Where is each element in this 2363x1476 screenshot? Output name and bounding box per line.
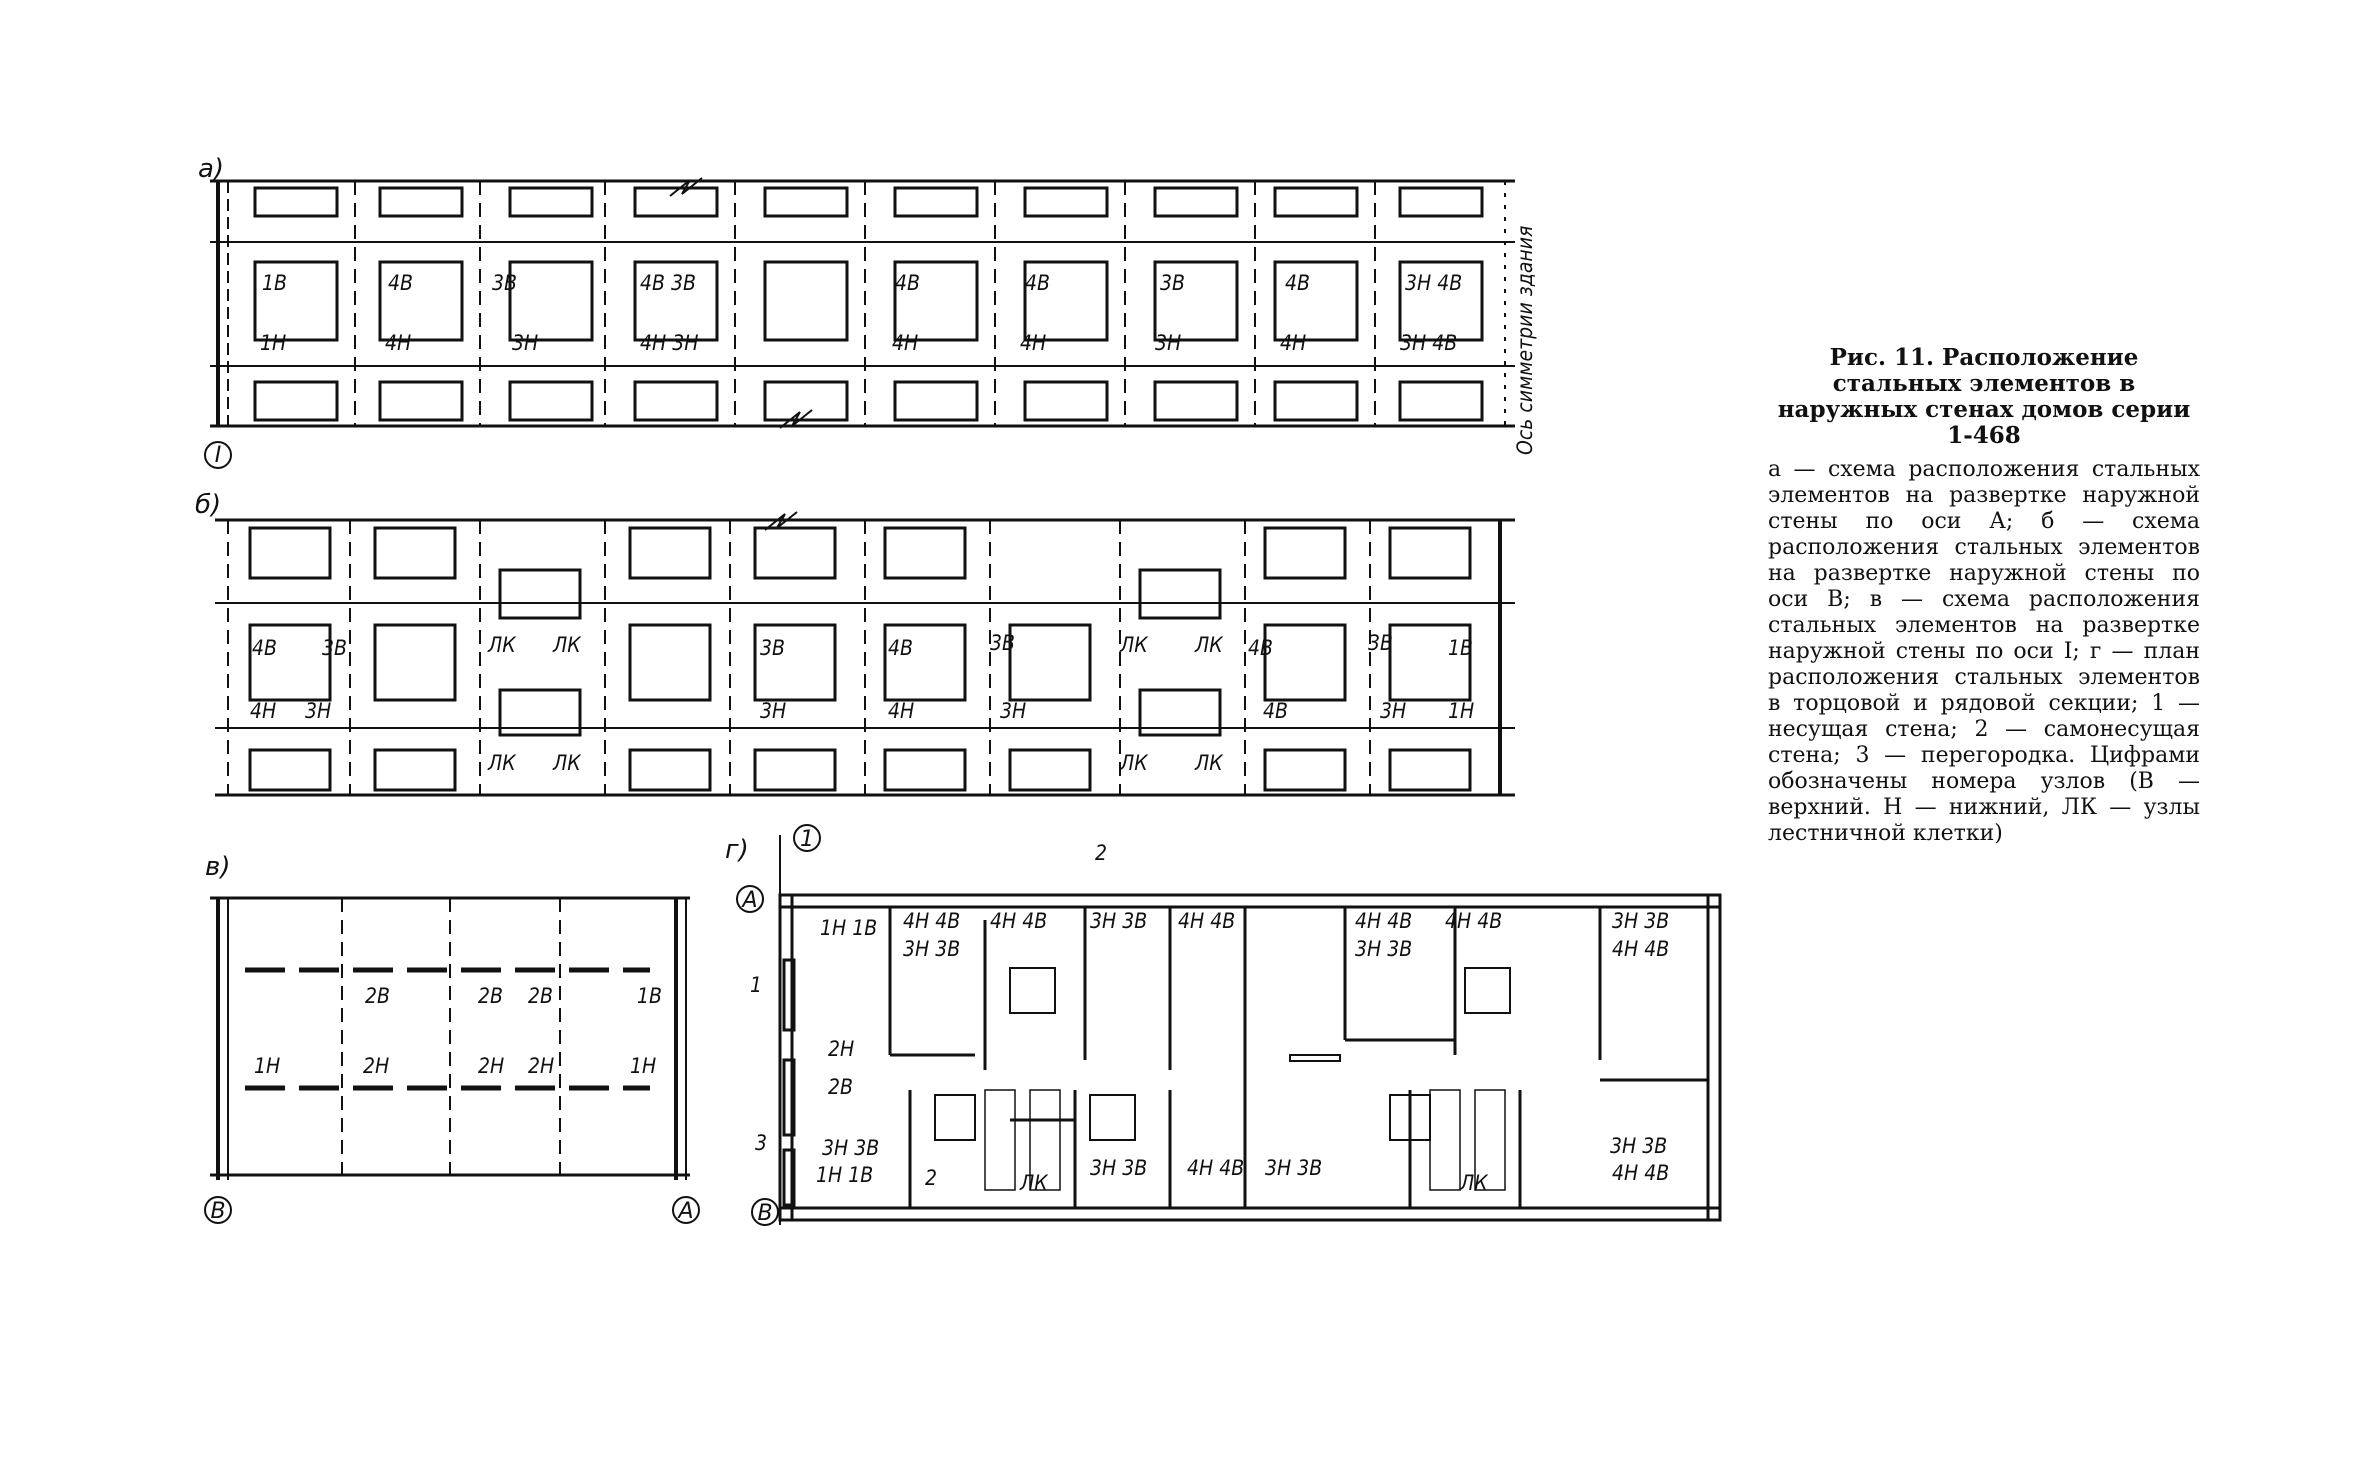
panel-v-letter: в) xyxy=(205,852,231,882)
node-label-upper: 2В xyxy=(478,984,503,1008)
axis-label-a-g: А xyxy=(742,888,758,913)
panel-v-lower-labels xyxy=(254,1054,656,1078)
node-label-upper: 4В xyxy=(252,636,277,660)
node-label-upper: 4В 3В xyxy=(640,271,696,295)
node-label-plan-top: 3Н 3В xyxy=(1612,909,1670,933)
node-label-lower: 4Н xyxy=(250,699,277,723)
panel-v-upper-labels xyxy=(365,984,662,1008)
node-label-plan-top: 3Н 3В xyxy=(903,937,961,961)
callout-number: 2 xyxy=(925,1166,938,1190)
callout-number: 1 xyxy=(750,973,763,997)
panel-b-drawing xyxy=(215,512,1515,795)
panel-a-letter: а) xyxy=(198,154,225,184)
node-label-lower: 2Н xyxy=(528,1054,555,1078)
node-label-plan-top: 4Н 4В xyxy=(990,909,1048,933)
panel-g-bottom-labels xyxy=(816,1134,1669,1195)
node-label-plan-top: 1Н 1В xyxy=(820,916,878,940)
panel-b-lower-labels xyxy=(250,699,1474,775)
panel-a-lower-labels xyxy=(260,331,1457,355)
node-label-plan-side: 2Н xyxy=(828,1037,855,1061)
node-label-plan-bottom: 4Н 4В xyxy=(1612,1161,1670,1185)
node-label-plan-bottom: 1Н 1В xyxy=(816,1163,874,1187)
node-label-lower: 1Н xyxy=(260,331,287,355)
node-label-plan-top: 4Н 4В xyxy=(1355,909,1413,933)
node-label-plan-top: 3Н 3В xyxy=(1355,937,1413,961)
node-label-lower: 3Н xyxy=(1155,331,1182,355)
node-label-lower: 3Н 4В xyxy=(1400,331,1458,355)
node-label-upper: 3В xyxy=(1368,631,1393,655)
node-label-upper: 3В xyxy=(760,636,785,660)
panel-g-letter: г) xyxy=(725,835,749,865)
node-label-plan-side: 2В xyxy=(828,1075,853,1099)
panel-a-upper-labels xyxy=(262,271,1462,295)
node-label-upper: 4В xyxy=(388,271,413,295)
node-label-plan-bottom: ЛК xyxy=(1460,1171,1488,1195)
node-label-upper: 1В xyxy=(262,271,287,295)
node-label-lower: 4Н xyxy=(888,699,915,723)
node-label-lower: 1Н xyxy=(630,1054,657,1078)
node-label-upper: ЛК xyxy=(1120,633,1148,657)
panel-g-side-labels xyxy=(828,1037,854,1099)
node-label-lower: 2Н xyxy=(363,1054,390,1078)
node-label-upper: 1В xyxy=(1448,636,1473,660)
axis-label-i: I xyxy=(214,443,222,468)
node-label-lower: 3Н xyxy=(305,699,332,723)
node-label-upper: 3В xyxy=(322,636,347,660)
node-label-upper: 4В xyxy=(895,271,920,295)
node-label-upper: 4В xyxy=(1248,636,1273,660)
node-label-lower: 3Н xyxy=(1000,699,1027,723)
node-label-upper: 2В xyxy=(365,984,390,1008)
node-label-lower: 3Н xyxy=(512,331,539,355)
node-label-plan-bottom: 3Н 3В xyxy=(1610,1134,1668,1158)
panel-b-letter: б) xyxy=(195,490,222,520)
node-label-lower: ЛК xyxy=(553,751,581,775)
node-label-plan-top: 4Н 4В xyxy=(1178,909,1236,933)
node-label-upper: 4В xyxy=(888,636,913,660)
node-label-lower: ЛК xyxy=(1120,751,1148,775)
node-label-lower: 3Н xyxy=(760,699,787,723)
node-label-plan-top: 4Н 4В xyxy=(1445,909,1503,933)
node-label-upper: 1В xyxy=(637,984,662,1008)
node-label-plan-bottom: 3Н 3В xyxy=(822,1136,880,1160)
caption-title: Рис. 11. Расположение стальных элементов в наружных стенах домов серии 1-468 xyxy=(1777,344,2191,449)
axis-label-1: 1 xyxy=(800,827,814,852)
node-label-upper: ЛК xyxy=(488,633,516,657)
node-label-upper: 3В xyxy=(990,631,1015,655)
panel-g-callouts xyxy=(750,841,1107,1190)
caption-body: а — схема расположения стальных элементов на развертке наружной стены по оси А; б — схема расположения стальных элементов на развертке наружной стены по оси В; в — схема расположения стальных элементов на развертке наружной стены по оси I; г — план расположения стальных элементов в торцовой и рядовой секции; 1 — несущая стена; 2 — самонесущая стена; 3 — перегородка. Цифрами обозначены номера узлов (В — верхний. Н — нижний, ЛК — узлы лестничной клетки) xyxy=(1768,457,2200,846)
node-label-upper: 2В xyxy=(528,984,553,1008)
node-label-lower: 4В xyxy=(1263,699,1288,723)
axis-label-a-v: А xyxy=(678,1199,694,1224)
node-label-plan-bottom: 3Н 3В xyxy=(1090,1156,1148,1180)
panel-a-drawing xyxy=(205,178,1515,468)
node-label-plan-bottom: 4Н 4В xyxy=(1187,1156,1245,1180)
node-label-lower: 4Н xyxy=(1020,331,1047,355)
node-label-lower: 4Н 3Н xyxy=(640,331,699,355)
axis-label-b-g: В xyxy=(757,1201,773,1226)
node-label-plan-bottom: 3Н 3В xyxy=(1265,1156,1323,1180)
node-label-lower: 2Н xyxy=(478,1054,505,1078)
node-label-plan-top: 3Н 3В xyxy=(1090,909,1148,933)
node-label-plan-bottom: ЛК xyxy=(1020,1171,1048,1195)
figure-caption xyxy=(1768,345,2200,847)
node-label-lower: 4Н xyxy=(385,331,412,355)
node-label-upper: 3Н 4В xyxy=(1405,271,1463,295)
node-label-plan-top: 4Н 4В xyxy=(903,909,961,933)
node-label-lower: ЛК xyxy=(488,751,516,775)
callout-number: 2 xyxy=(1095,841,1108,865)
axis-label-v: В xyxy=(210,1199,226,1224)
symmetry-axis-label: Ось симметрии здания xyxy=(1513,225,1537,455)
callout-number: 3 xyxy=(755,1131,768,1155)
node-label-upper: 3В xyxy=(492,271,517,295)
node-label-upper: 3В xyxy=(1160,271,1185,295)
node-label-upper: ЛК xyxy=(1195,633,1223,657)
node-label-lower: 4Н xyxy=(892,331,919,355)
node-label-upper: 4В xyxy=(1285,271,1310,295)
node-label-upper: 4В xyxy=(1025,271,1050,295)
node-label-upper: ЛК xyxy=(553,633,581,657)
node-label-lower: 1Н xyxy=(254,1054,281,1078)
node-label-lower: 3Н xyxy=(1380,699,1407,723)
node-label-lower: 1Н xyxy=(1448,699,1475,723)
node-label-lower: ЛК xyxy=(1195,751,1223,775)
panel-b-upper-labels xyxy=(252,631,1473,660)
node-label-plan-top: 4Н 4В xyxy=(1612,937,1670,961)
node-label-lower: 4Н xyxy=(1280,331,1307,355)
